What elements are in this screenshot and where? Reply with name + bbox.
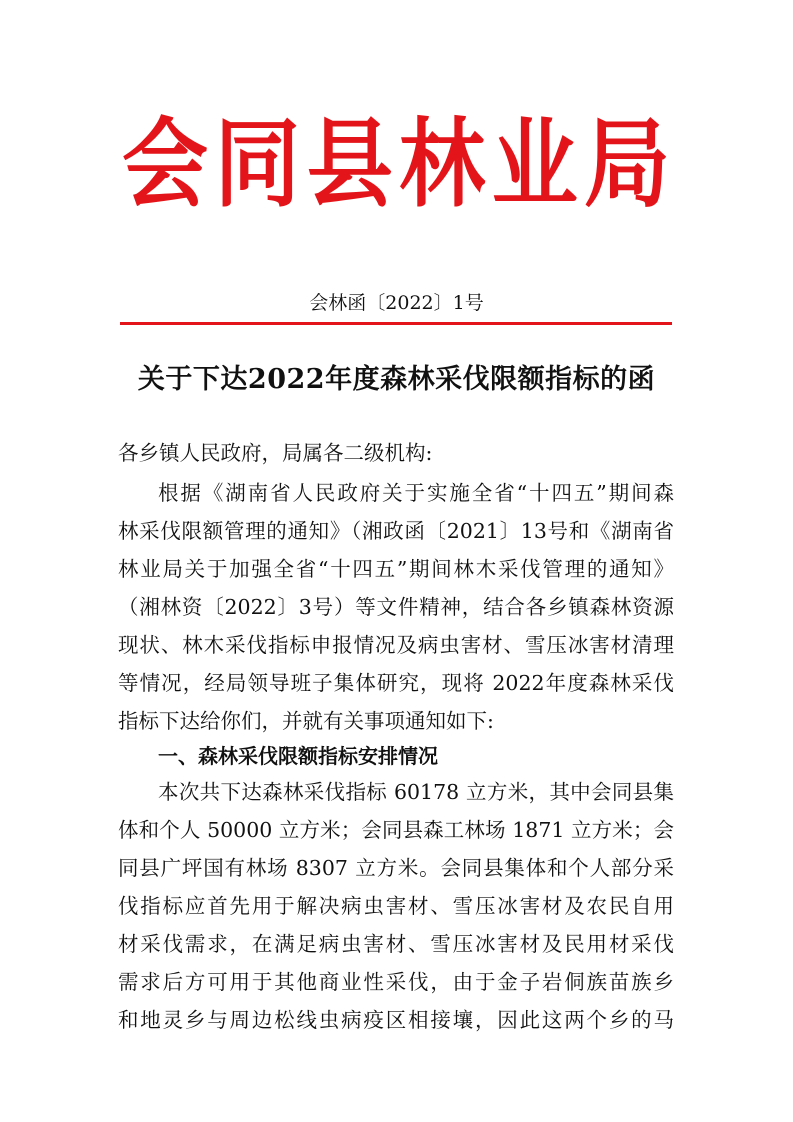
paragraph-line: 材采伐需求，在满足病虫害材、雪压冰害材及民用材采伐 [118,932,674,956]
paragraph-line: 本次共下达森林采伐指标 60178 立方米，其中会同县集 [158,780,674,804]
paragraph-line: 等情况，经局领导班子集体研究，现将 2022年度森林采伐 [118,671,674,695]
paragraph-line: 林业局关于加强全省“十四五”期间林木采伐管理的通知》 [118,557,674,581]
header-char: 同 [214,107,301,221]
document-title: 关于下达2022年度森林采伐限额指标的函 [137,364,656,395]
header-char: 业 [491,107,578,221]
salutation-text: 各乡镇人民政府，局属各二级机构: [118,441,433,465]
paragraph-line: 现状、林木采伐指标申报情况及病虫害材、雪压冰害材清理 [118,633,674,657]
paragraph-line: 伐指标应首先用于解决病虫害材、雪压冰害材及农民自用 [118,894,674,918]
paragraph-line: （湘林资〔2022〕3号）等文件精神，结合各乡镇森林资源 [118,595,674,619]
issuing-authority-header [122,105,670,225]
paragraph-line: 指标下达给你们，并就有关事项通知如下: [118,709,494,733]
document-number: 会林函〔2022〕1号 [309,292,484,314]
red-divider-line [120,322,672,325]
header-char: 林 [399,107,486,221]
paragraph-line: 体和个人 50000 立方米；会同县森工林场 1871 立方米；会 [118,818,674,842]
header-char: 局 [583,107,670,221]
paragraph-line: 林采伐限额管理的通知》（湘政函〔2021〕13号和《湖南省 [118,519,674,543]
paragraph-line: 需求后方可用于其他商业性采伐，由于金子岩侗族苗族乡 [118,970,674,994]
header-char: 会 [122,107,208,221]
section-heading-1: 一、森林采伐限额指标安排情况 [158,744,438,768]
paragraph-line: 同县广坪国有林场 8307 立方米。会同县集体和个人部分采 [118,856,674,880]
header-char: 县 [306,107,393,221]
paragraph-line: 和地灵乡与周边松线虫病疫区相接壤，因此这两个乡的马 [118,1008,674,1032]
paragraph-line: 根据《湖南省人民政府关于实施全省“十四五”期间森 [158,481,674,505]
